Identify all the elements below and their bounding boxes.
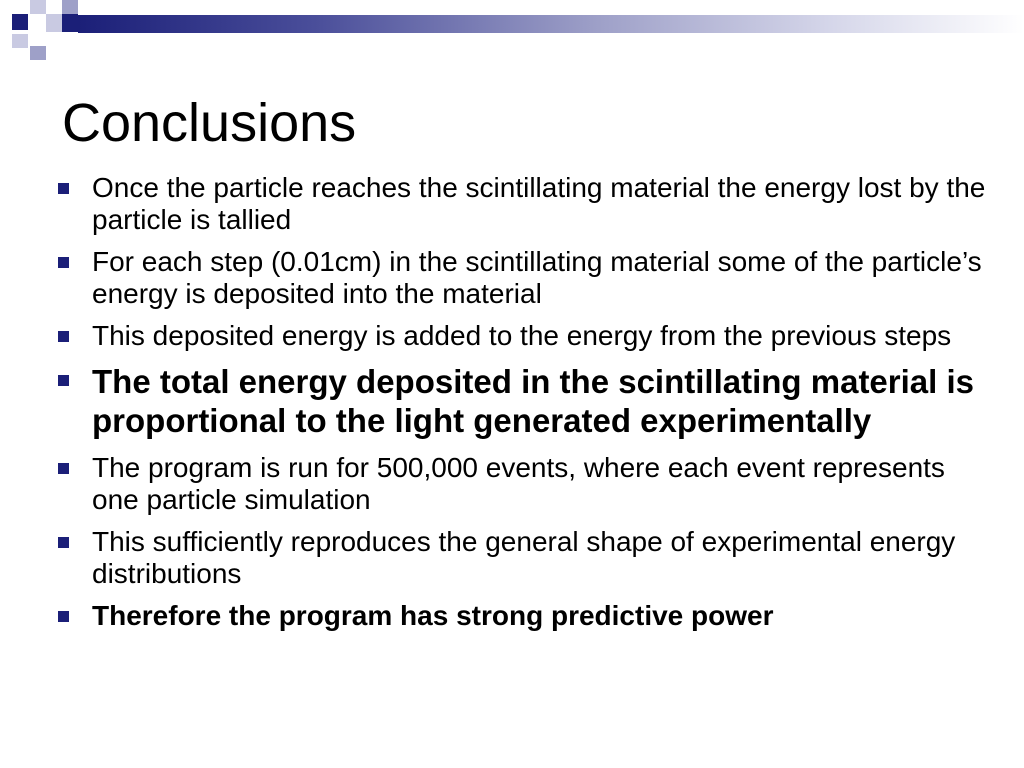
- bullet-text: For each step (0.01cm) in the scintillating material some of the particle’s energy is deposited into the material: [92, 246, 982, 309]
- square-bullet-icon: [58, 331, 69, 342]
- bullet-text: Therefore the program has strong predictive power: [92, 600, 774, 631]
- decor-square-light: [46, 14, 62, 32]
- square-bullet-icon: [58, 257, 69, 268]
- bullet-list: [56, 172, 986, 642]
- bullet-text: This sufficiently reproduces the general shape of experimental energy distributions: [92, 526, 956, 589]
- bullet-item-conclusion: [56, 600, 986, 632]
- bullet-text: This deposited energy is added to the energy from the previous steps: [92, 320, 952, 351]
- slide-title: Conclusions: [62, 93, 357, 153]
- bullet-item: [56, 452, 986, 516]
- decor-square-light: [12, 34, 28, 48]
- square-bullet-icon: [58, 611, 69, 622]
- square-bullet-icon: [58, 537, 69, 548]
- bullet-item: [56, 172, 986, 236]
- decor-square-dark: [12, 14, 28, 30]
- bullet-item: [56, 246, 986, 310]
- decor-square-dark: [62, 14, 78, 32]
- bullet-item-emphasized: [56, 362, 986, 440]
- bullet-item: [56, 526, 986, 590]
- square-bullet-icon: [58, 183, 69, 194]
- bullet-text: The program is run for 500,000 events, where each event represents one particle simulation: [92, 452, 945, 515]
- bullet-item: [56, 320, 986, 352]
- bullet-text: Once the particle reaches the scintillating material the energy lost by the particle is tallied: [92, 172, 986, 235]
- square-bullet-icon: [58, 463, 69, 474]
- square-bullet-icon: [58, 375, 69, 386]
- decor-square-light: [30, 0, 46, 14]
- bullet-text: The total energy deposited in the scintillating material is proportional to the light generated experimentally: [92, 363, 975, 439]
- decor-square-mid: [62, 0, 78, 14]
- header-gradient-bar: [78, 15, 1024, 33]
- decor-square-mid: [30, 46, 46, 60]
- header-decoration: [0, 0, 1024, 62]
